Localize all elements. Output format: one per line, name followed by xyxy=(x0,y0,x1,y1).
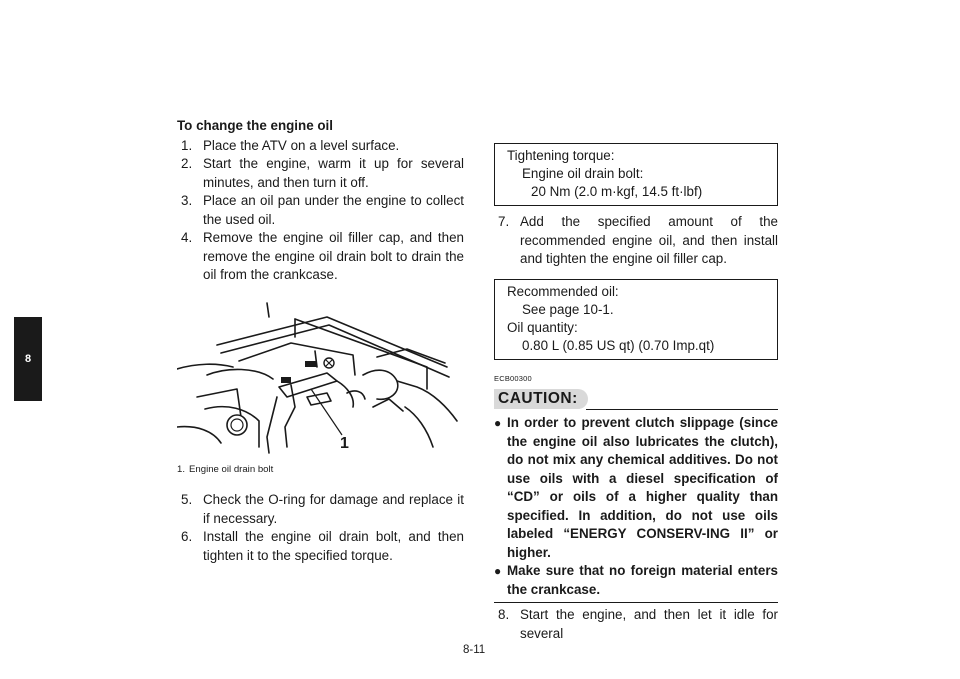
caution-text: In order to prevent clutch slippage (since the engine oil also lubricates the clutch), do not mix any chemical additives. Do not use oils with a diesel specification of “CD” or oils of a higher quality than specified. In addition, do not use oils labeled “ENERGY CONSERV-ING II” or higher. xyxy=(507,415,778,560)
step-text: Place the ATV on a level surface. xyxy=(203,137,400,153)
step-number: 5. xyxy=(181,492,193,507)
chapter-tab xyxy=(14,317,42,401)
caution-code: ECB00300 xyxy=(494,373,532,383)
caution-end-rule xyxy=(494,602,778,603)
step-text: Place an oil pan under the engine to collect the used oil. xyxy=(203,193,464,227)
step-item xyxy=(177,192,464,229)
caution-label: CAUTION: xyxy=(494,389,588,409)
step-text: Add the specified amount of the recommended engine oil, and then install and tighten the engine oil filler cap. xyxy=(520,214,778,266)
steps-list-2 xyxy=(177,491,464,565)
step-number: 3. xyxy=(181,193,193,208)
oil-quantity-title: Oil quantity: xyxy=(507,319,578,335)
step-item xyxy=(177,229,464,285)
step-number: 6. xyxy=(181,529,193,544)
caution-item xyxy=(494,562,778,599)
step-number: 1. xyxy=(181,137,193,153)
engine-illustration xyxy=(177,297,464,457)
oil-quantity-value: 0.80 L (0.85 US qt) (0.70 Imp.qt) xyxy=(522,337,715,353)
step-item xyxy=(177,528,464,565)
caution-header xyxy=(494,388,778,412)
step-number: 4. xyxy=(181,230,193,245)
torque-value: 20 Nm (2.0 m·kgf, 14.5 ft·lbf) xyxy=(531,184,703,199)
steps-list-1 xyxy=(177,137,464,285)
caution-text: Make sure that no foreign material enters the crankcase. xyxy=(507,563,778,597)
bullet-icon: ● xyxy=(494,564,502,578)
chapter-tab-number: 8 xyxy=(24,353,32,365)
step-text: Check the O-ring for damage and replace it if necessary. xyxy=(203,492,464,526)
caption-text: Engine oil drain bolt xyxy=(189,463,274,475)
step-number: 2. xyxy=(181,156,193,171)
step-text: Remove the engine oil filler cap, and then remove the engine oil drain bolt to drain the oil from the crankcase. xyxy=(203,230,464,282)
step-text: Start the engine, warm it up for several minutes, and then turn it off. xyxy=(203,156,464,190)
step-item xyxy=(494,213,778,269)
engine-figure xyxy=(177,297,464,457)
figure-caption xyxy=(177,461,464,480)
torque-spec-box xyxy=(494,143,778,206)
torque-item: Engine oil drain bolt: xyxy=(522,166,644,181)
caution-list xyxy=(494,414,778,599)
left-column xyxy=(177,117,464,565)
section-heading: To change the engine oil xyxy=(177,118,333,133)
step-text: Start the engine, and then let it idle for several xyxy=(520,607,778,641)
caution-item xyxy=(494,414,778,562)
oil-title: Recommended oil: xyxy=(507,283,619,299)
step-number: 7. xyxy=(498,214,510,229)
right-column xyxy=(494,143,778,643)
step-item xyxy=(177,155,464,192)
oil-spec-box xyxy=(494,279,778,360)
caption-number: 1. xyxy=(177,463,186,475)
torque-title: Tightening torque: xyxy=(507,148,615,163)
caution-rule xyxy=(586,409,778,410)
oil-reference: See page 10-1. xyxy=(522,301,614,317)
page-number: 8-11 xyxy=(463,644,486,656)
step-number: 8. xyxy=(498,607,510,622)
step-item xyxy=(494,606,778,643)
figure-callout-label: 1 xyxy=(340,434,349,452)
step-7 xyxy=(494,213,778,269)
step-item xyxy=(177,491,464,528)
bullet-icon: ● xyxy=(494,416,502,430)
step-text: Install the engine oil drain bolt, and then tighten it to the specified torque. xyxy=(203,529,464,563)
step-item xyxy=(177,137,464,156)
step-8 xyxy=(494,606,778,643)
